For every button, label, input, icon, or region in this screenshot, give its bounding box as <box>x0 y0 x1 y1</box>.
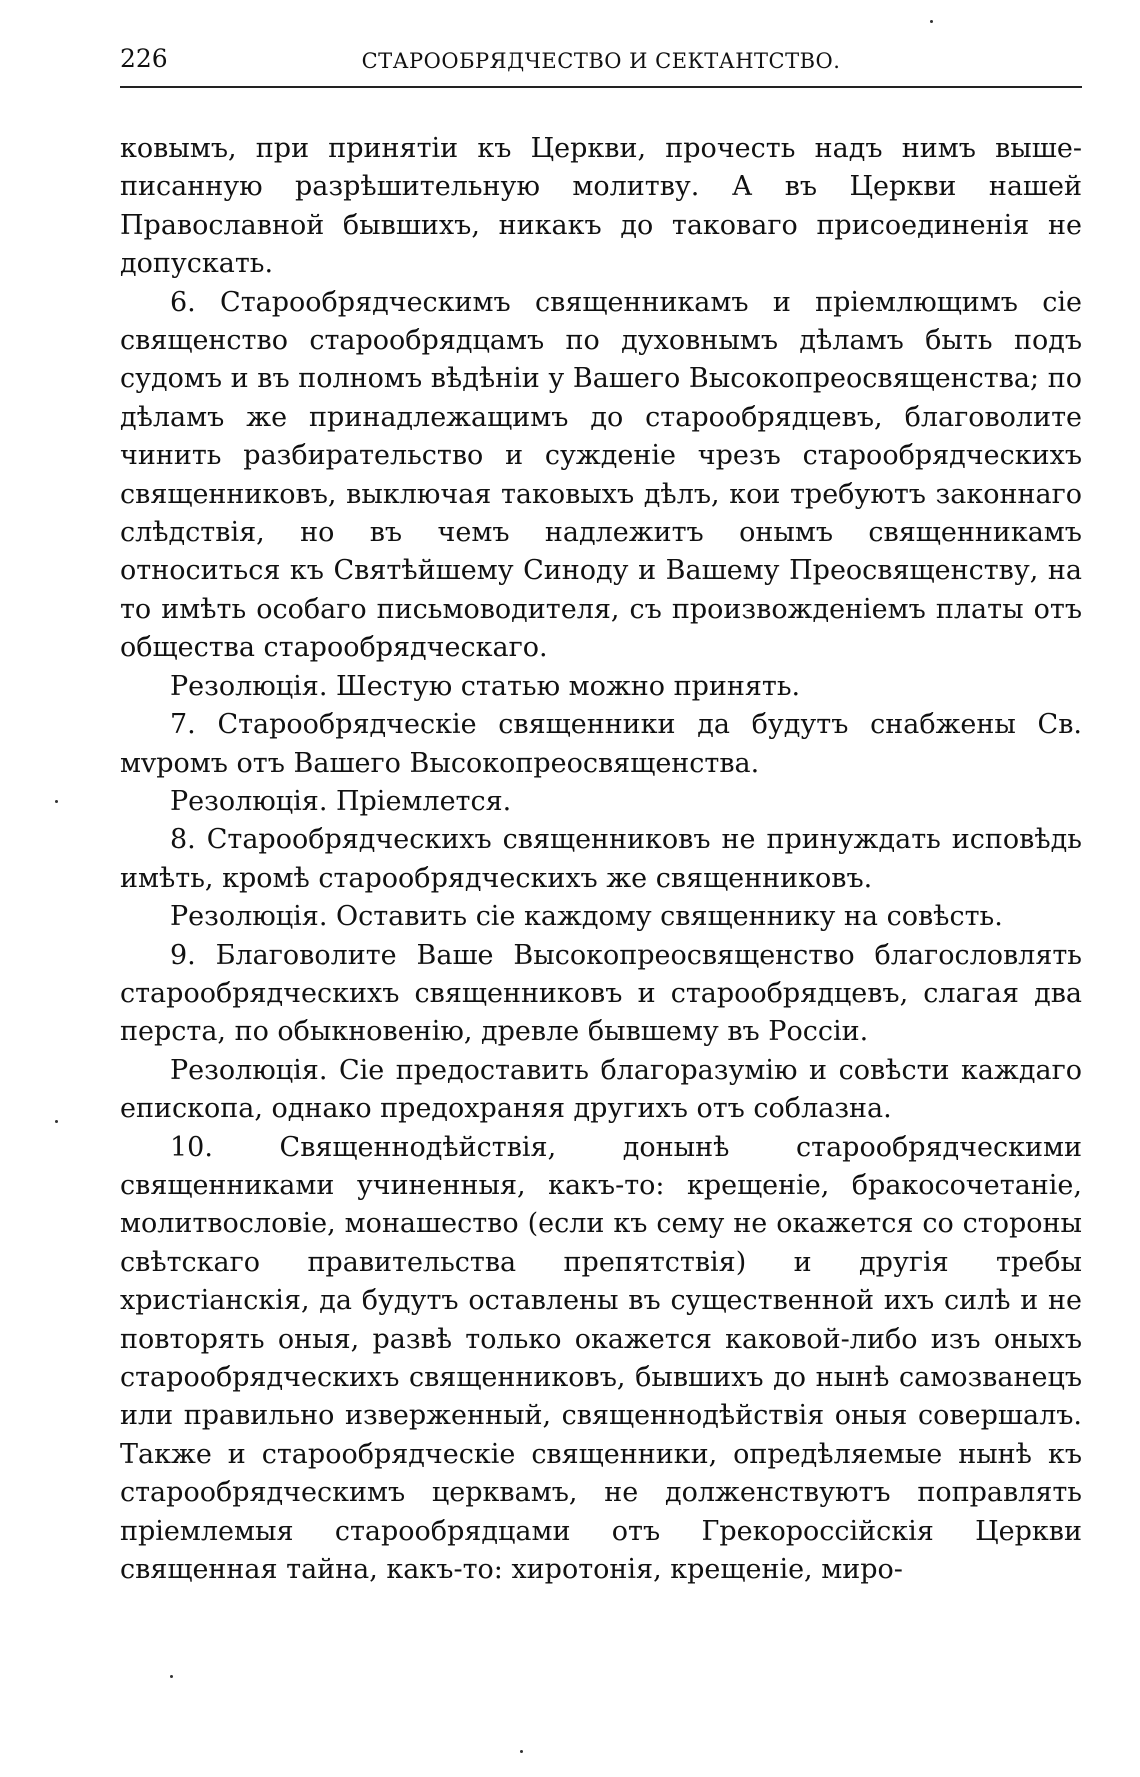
scan-speck <box>930 20 933 23</box>
running-title: СТАРООБРЯДЧЕСТВО И СЕКТАНТСТВО. <box>361 49 841 73</box>
body-text <box>120 130 1082 1589</box>
scan-speck <box>55 800 58 803</box>
scan-speck <box>520 1750 523 1753</box>
running-header <box>120 44 1082 88</box>
paragraph-article-7: 7. Старообрядческіе священники да будутъ снабжены Св. мvромъ отъ Вашего Высокопреосвященства. <box>120 709 1082 779</box>
paragraph-resolution-8: Резолюція. Оставить сіе каждому священнику на совѣсть. <box>170 901 1003 933</box>
paragraph-article-10: 10. Священнодѣйствія, донынѣ старообрядческими священниками учиненныя, какъ-то: крещеніе, бракосочетаніе, молитвословіе, монашество (если къ сему не окажется со стороны свѣтскаго правительства препятствія) и другія требы христіанскія, да будутъ оставлены въ существенной ихъ силѣ и не повторять оныя, развѣ только окажется каковой-либо изъ оныхъ старообрядческихъ священниковъ, бывшихъ до нынѣ самозванецъ или правильно изверженный, священнодѣйствія оныя совершалъ. Также и старообрядческіе священники, опредѣляемые нынѣ къ старообрядческимъ церквамъ, не долженствуютъ поправлять пріемлемыя старообрядцами отъ Грекороссійскія Церкви священная тайна, какъ-то: хиротонія, крещеніе, миро- <box>120 1131 1082 1586</box>
page-number: 226 <box>120 44 168 73</box>
paragraph-resolution-6: Резолюція. Шестую статью можно принять. <box>170 670 801 702</box>
scan-speck <box>55 1120 58 1123</box>
paragraph-resolution-7: Резолюція. Пріемлется. <box>170 785 512 817</box>
scan-speck <box>170 1675 173 1678</box>
paragraph-article-6: 6. Старообрядческимъ священникамъ и пріемлющимъ сіе священство старообрядцамъ по духовнымъ дѣламъ быть подъ судомъ и въ полномъ вѣдѣніи у Вашего Высокопреосвященства; по дѣламъ же принадлежащимъ до старообрядцевъ, благоволите чинить разбирательство и сужденіе чрезъ старообрядческихъ священниковъ, выключая таковыхъ дѣлъ, кои требуютъ законнаго слѣдствія, но въ чемъ надлежитъ онымъ священникамъ относиться къ Святѣйшему Синоду и Вашему Преосвященству, на то имѣть особаго письмоводителя, съ произвожденіемъ платы отъ общества старообрядческаго. <box>120 286 1082 664</box>
paragraph-continuation: ковымъ, при принятіи къ Церкви, прочесть надъ нимъ выше-писанную разрѣшительную молитву. А въ Церкви нашей Православной бывшихъ, никакъ до таковаго присоединенія не допускать. <box>120 133 1082 280</box>
paragraph-article-9: 9. Благоволите Ваше Высокопреосвященство благословлять старообрядческихъ священниковъ и старообрядцевъ, слагая два перста, по обыкновенію, древле бывшему въ Россіи. <box>120 939 1082 1048</box>
paragraph-article-8: 8. Старообрядческихъ священниковъ не принуждать исповѣдь имѣть, кромѣ старообрядческихъ же священниковъ. <box>120 824 1082 894</box>
paragraph-resolution-9: Резолюція. Сіе предоставить благоразумію и совѣсти каждаго епископа, однако предохраняя другихъ отъ соблазна. <box>120 1054 1082 1125</box>
